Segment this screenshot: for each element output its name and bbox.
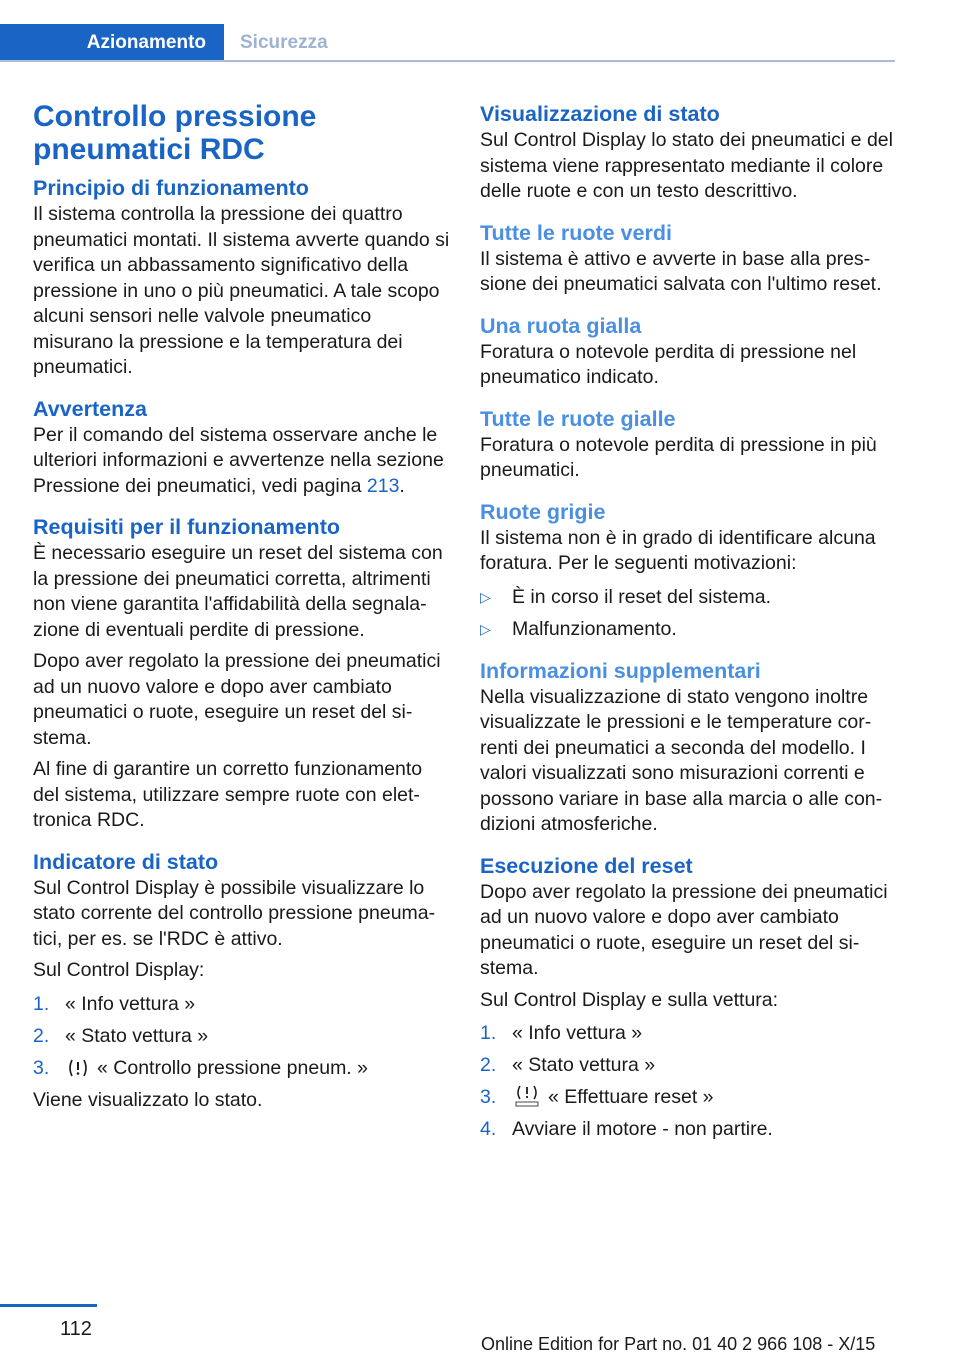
- heading-ruote-grigie: Ruote grigie: [480, 499, 606, 524]
- header-bar: [0, 0, 895, 62]
- list-item: 2. « Stato vettura »: [33, 1024, 209, 1047]
- right-column: [480, 100, 898, 1149]
- paragraph-requisiti-2: Dopo aver regolato la pressione dei pneumatici ad un nuovo valore e dopo aver cambiato pneumatici o ruote, eseguire un reset del sistema.: [33, 650, 441, 749]
- steps-list-display: [33, 992, 451, 1082]
- heading-indicatore: Indicatore di stato: [33, 849, 219, 874]
- paragraph-requisiti-3: Al fine di garantire un corretto funzionamento del sistema, utilizzare sempre ruote con elettronica RDC.: [33, 758, 423, 831]
- tire-reset-icon: [514, 1085, 540, 1107]
- heading-ruote-gialle: Tutte le ruote gialle: [480, 406, 676, 431]
- bullet-list-motivazioni: [480, 585, 898, 643]
- page-number: 112: [60, 1318, 92, 1340]
- heading-informazioni: Informazioni supplementari: [480, 658, 761, 683]
- list-item: 3. « Controllo pressione pneum. »: [33, 1056, 368, 1079]
- heading-ruote-verdi: Tutte le ruote verdi: [480, 220, 672, 245]
- steps-list-reset: [480, 1021, 898, 1143]
- triangle-bullet-icon: ▷: [480, 620, 491, 637]
- list-item: 3. « Effettuare reset »: [480, 1086, 714, 1108]
- header-divider: [0, 60, 895, 62]
- paragraph-ruote-grigie: Il sistema non è in grado di identificare alcuna foratura. Per le seguenti motivazioni:: [480, 526, 876, 574]
- heading-requisiti: Requisiti per il funzionamento: [33, 515, 340, 539]
- list-item: ▷ È in corso il reset del sistema.: [480, 585, 898, 611]
- heading-ruota-gialla: Una ruota gialla: [480, 313, 642, 338]
- footer-divider: [0, 1304, 97, 1307]
- paragraph-indicatore-1: Sul Control Display è possibile visualizzare lo stato corrente del controllo pressione pneumatici, per es. se l'RDC è attivo.: [33, 876, 436, 950]
- edition-note: Online Edition for Part no. 01 40 2 966 108 - X/15: [481, 1334, 876, 1354]
- paragraph-indicatore-3: Viene visualizzato lo stato.: [33, 1088, 263, 1111]
- paragraph-informazioni: Nella visualizzazione di stato vengono inoltre visualizzate le pressioni e le temperature correnti dei pneumatici a seconda del modello. I valori visualizzati sono misurazioni correnti e possono variare in base alla marcia o alle condizioni atmosferiche.: [480, 685, 883, 835]
- page-link-213[interactable]: 213: [366, 474, 400, 497]
- paragraph-reset-1: Dopo aver regolato la pressione dei pneumatici ad un nuovo valore e dopo aver cambiato pneumatici o ruote, eseguire un reset del sistema.: [480, 880, 888, 979]
- heading-esecuzione-reset: Esecuzione del reset: [480, 853, 693, 878]
- heading-avvertenza: Avvertenza: [33, 396, 147, 421]
- paragraph-visualizzazione: Sul Control Display lo stato dei pneumatici e del sistema viene rappresentato mediante il colore delle ruote e con un testo descrittivo.: [480, 129, 893, 202]
- left-column: [33, 100, 451, 1113]
- paragraph-ruote-verdi: Il sistema è attivo e avverte in base alla pressione dei pneumatici salvata con l'ultimo reset.: [480, 247, 882, 295]
- tire-pressure-icon: [67, 1058, 89, 1078]
- tab-sicurezza[interactable]: Sicurezza: [240, 32, 328, 53]
- paragraph-requisiti-1: È necessario eseguire un reset del sistema con la pressione dei pneumatici corretta, altrimenti non viene garantita l'affidabilità della segnalazione di eventuali perdite di pressione.: [33, 542, 443, 641]
- list-item: ▷ Malfunzionamento.: [480, 617, 898, 643]
- list-item: 1. « Info vettura »: [480, 1022, 643, 1044]
- heading-principio: Principio di funzionamento: [33, 176, 309, 200]
- triangle-bullet-icon: ▷: [480, 588, 491, 605]
- paragraph-ruote-gialle: Foratura o notevole perdita di pressione in più pneumatici.: [480, 433, 877, 481]
- list-item: 4. Avviare il motore - non partire.: [480, 1118, 773, 1140]
- paragraph-principio: Il sistema controlla la pressione dei quattro pneumatici montati. Il sistema avverte quando si verifica un abbassamento significativo della pressione in uno o più pneumatici. A tale scopo alcuni sensori nelle valvole pneumatico misurano la pressione e la temperatura dei pneumatici.: [33, 203, 450, 378]
- tab-azionamento[interactable]: Azionamento: [0, 24, 224, 62]
- heading-visualizzazione: Visualizzazione di stato: [480, 102, 720, 126]
- list-item: 1. « Info vettura »: [33, 992, 196, 1015]
- paragraph-reset-2: Sul Control Display e sulla vettura:: [480, 988, 779, 1011]
- paragraph-ruota-gialla: Foratura o notevole perdita di pressione nel pneumatico indicato.: [480, 340, 857, 388]
- paragraph-indicatore-2: Sul Control Display:: [33, 959, 205, 981]
- paragraph-avvertenza: Per il comando del sistema osservare anche le ulteriori informazioni e avvertenze nella sezione Pressione dei pneumatici, vedi pagina 213.: [33, 423, 444, 497]
- page-title: Controllo pressione pneumatici RDC: [33, 100, 317, 166]
- list-item: 2. « Stato vettura »: [480, 1054, 656, 1076]
